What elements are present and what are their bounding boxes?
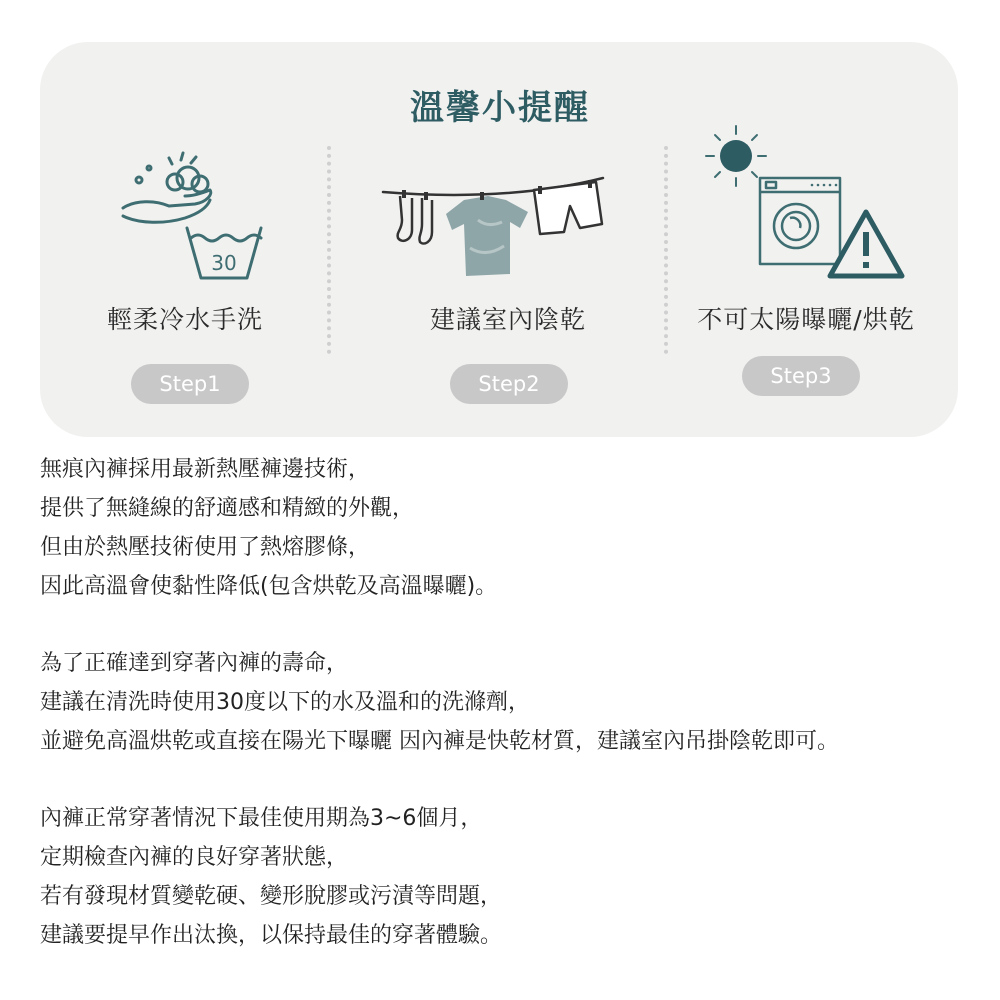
step-1	[35, 120, 335, 420]
clothesline-icon	[358, 120, 658, 290]
care-instructions	[40, 450, 970, 993]
text-line: 建議要提早作出汰換，以保持最佳的穿著體驗。	[40, 923, 503, 948]
step-3-label: 不可太陽曝曬/烘乾	[697, 305, 915, 334]
text-line: 因此高溫會使黏性降低(包含烘乾及高溫曝曬)。	[40, 574, 498, 599]
step-2	[358, 120, 658, 420]
text-line: 定期檢查內褲的良好穿著狀態，	[40, 845, 349, 870]
paragraph-1	[40, 450, 970, 606]
text-line: 但由於熱壓技術使用了熱熔膠條，	[40, 535, 371, 560]
no-sun-no-dryer-icon	[656, 120, 956, 290]
sun-icon	[720, 140, 752, 172]
text-line: 建議在清洗時使用30度以下的水及溫和的洗滌劑，	[40, 690, 530, 715]
paragraph-2	[40, 644, 970, 761]
text-line: 無痕內褲採用最新熱壓褲邊技術，	[40, 457, 371, 482]
text-line: 為了正確達到穿著內褲的壽命，	[40, 651, 349, 676]
step-3	[656, 120, 956, 420]
text-line: 提供了無縫線的舒適感和精緻的外觀，	[40, 496, 415, 521]
step-2-label: 建議室內陰乾	[429, 305, 586, 334]
text-line: 內褲正常穿著情況下最佳使用期為3~6個月，	[40, 806, 483, 831]
step-1-label: 輕柔冷水手洗	[106, 305, 263, 334]
text-line: 若有發現材質變乾硬、變形脫膠或污漬等問題，	[40, 884, 503, 909]
paragraph-3	[40, 799, 970, 955]
wash-temp-label: 30	[211, 251, 237, 275]
card-title: 溫馨小提醒	[410, 88, 590, 128]
text-line: 並避免高溫烘乾或直接在陽光下曝曬 因內褲是快乾材質，建議室內吊掛陰乾即可。	[40, 729, 839, 754]
step-2-pill: Step2	[450, 364, 568, 404]
step-1-pill: Step1	[131, 364, 249, 404]
hand-wash-30-icon	[35, 120, 335, 290]
step-3-pill: Step3	[742, 356, 860, 396]
